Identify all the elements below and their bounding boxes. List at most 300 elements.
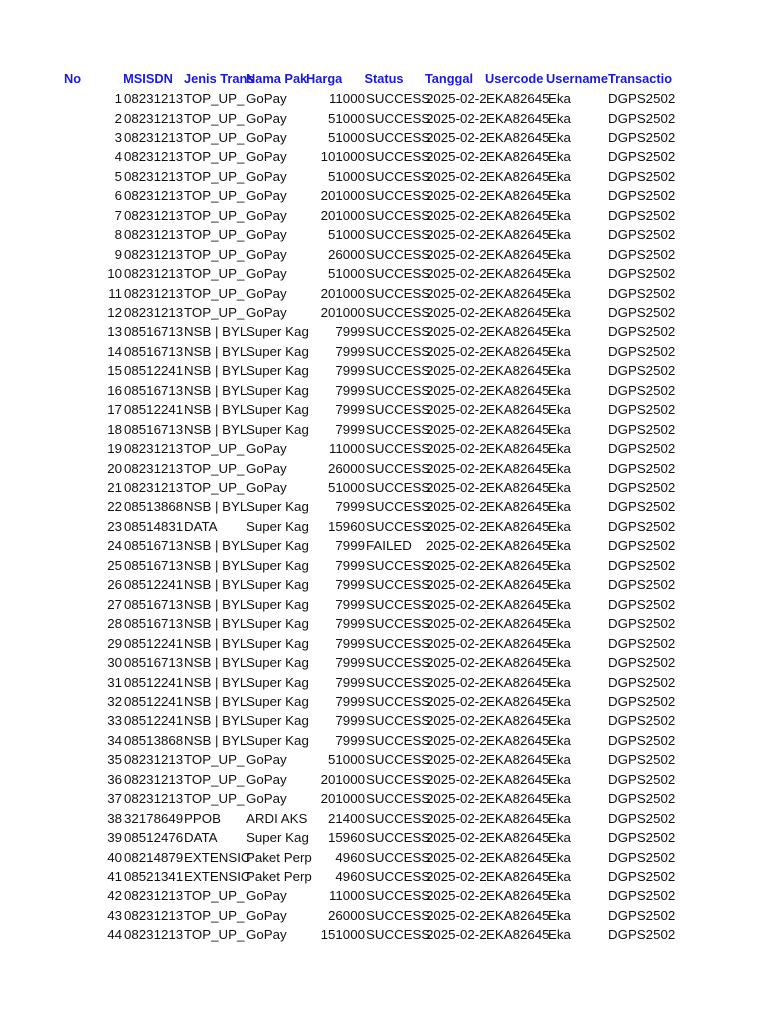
cell-username: Eka	[548, 674, 571, 690]
cell-transaction: DGPS2502	[608, 382, 676, 398]
cell-status: SUCCESS	[366, 577, 431, 593]
cell-transaction: DGPS2502	[608, 577, 676, 593]
cell-jenis-transaksi: TOP_UP_	[184, 91, 245, 106]
cell-status: SUCCESS	[366, 402, 431, 418]
cell-tanggal: 2025-02-2	[426, 674, 487, 690]
cell-status: SUCCESS	[366, 888, 431, 904]
cell-status: SUCCESS	[366, 363, 431, 379]
cell-nama-paket: ARDI AKS	[246, 810, 308, 826]
table-row	[0, 828, 768, 847]
table-row	[0, 886, 768, 905]
cell-tanggal: 2025-02-2	[426, 149, 487, 165]
cell-nama-paket: Super Kag	[246, 830, 309, 846]
cell-status: SUCCESS	[366, 304, 431, 320]
cell-nama-paket: Super Kag	[246, 674, 309, 690]
cell-status: SUCCESS	[366, 791, 431, 807]
cell-transaction: DGPS2502	[608, 460, 676, 476]
cell-tanggal: 2025-02-2	[426, 771, 487, 787]
cell-harga: 4960	[335, 849, 365, 865]
cell-status: SUCCESS	[366, 635, 431, 651]
cell-msisdn: 08231213	[124, 460, 184, 476]
cell-msisdn: 08231213	[124, 441, 184, 457]
header-nama-paket: Nama Pak	[246, 71, 308, 86]
cell-harga: 201000	[320, 188, 365, 204]
cell-username: Eka	[548, 460, 571, 476]
cell-usercode: EKA82645	[486, 752, 550, 768]
cell-nama-paket: GoPay	[246, 907, 287, 923]
cell-status: SUCCESS	[366, 771, 431, 787]
cell-no: 7	[114, 207, 122, 223]
cell-no: 2	[114, 110, 122, 126]
cell-tanggal: 2025-02-2	[426, 324, 487, 340]
cell-jenis-transaksi: TOP_UP_	[184, 927, 245, 943]
cell-status: SUCCESS	[366, 441, 431, 457]
cell-msisdn: 08231213	[124, 285, 184, 301]
cell-usercode: EKA82645	[486, 285, 550, 301]
cell-usercode: EKA82645	[486, 499, 550, 515]
cell-msisdn: 08231213	[124, 791, 184, 807]
cell-msisdn: 08512241	[124, 674, 184, 690]
cell-msisdn: 08231213	[124, 907, 184, 923]
cell-nama-paket: GoPay	[246, 771, 287, 787]
cell-no: 1	[114, 91, 122, 106]
cell-status: SUCCESS	[366, 655, 431, 670]
table-row	[0, 342, 768, 361]
cell-status: SUCCESS	[366, 129, 431, 145]
cell-status: SUCCESS	[366, 830, 431, 846]
cell-status: SUCCESS	[366, 421, 431, 437]
cell-jenis-transaksi: EXTENSIC	[184, 869, 251, 884]
cell-msisdn: 08512241	[124, 635, 184, 651]
cell-usercode: EKA82645	[486, 188, 550, 204]
cell-tanggal: 2025-02-2	[426, 266, 487, 281]
cell-nama-paket: GoPay	[246, 168, 287, 184]
cell-status: SUCCESS	[366, 227, 431, 243]
cell-username: Eka	[548, 421, 571, 437]
cell-status: SUCCESS	[366, 110, 431, 126]
cell-no: 22	[107, 499, 122, 515]
cell-no: 6	[114, 188, 122, 204]
cell-status: SUCCESS	[366, 382, 431, 398]
table-row	[0, 634, 768, 653]
table-row	[0, 459, 768, 478]
cell-harga: 7999	[335, 693, 365, 709]
cell-nama-paket: Super Kag	[246, 596, 309, 612]
cell-harga: 26000	[328, 246, 365, 262]
cell-msisdn: 08516713	[124, 655, 184, 670]
cell-transaction: DGPS2502	[608, 246, 676, 262]
cell-msisdn: 08516713	[124, 324, 184, 340]
cell-no: 25	[107, 557, 122, 573]
cell-usercode: EKA82645	[486, 693, 550, 709]
cell-transaction: DGPS2502	[608, 596, 676, 612]
cell-transaction: DGPS2502	[608, 324, 676, 340]
cell-jenis-transaksi: TOP_UP_	[184, 168, 245, 184]
cell-nama-paket: Super Kag	[246, 693, 309, 709]
cell-no: 5	[114, 168, 122, 184]
cell-usercode: EKA82645	[486, 577, 550, 593]
table-row	[0, 89, 768, 108]
cell-transaction: DGPS2502	[608, 91, 676, 106]
cell-nama-paket: GoPay	[246, 149, 287, 165]
cell-tanggal: 2025-02-2	[426, 129, 487, 145]
table-row	[0, 400, 768, 419]
cell-nama-paket: GoPay	[246, 188, 287, 204]
table-row	[0, 109, 768, 128]
cell-no: 41	[107, 869, 122, 884]
cell-msisdn: 08513868	[124, 732, 184, 748]
cell-jenis-transaksi: TOP_UP_	[184, 227, 245, 243]
cell-no: 16	[107, 382, 122, 398]
cell-tanggal: 2025-02-2	[426, 363, 487, 379]
cell-usercode: EKA82645	[486, 927, 550, 943]
cell-jenis-transaksi: TOP_UP_	[184, 188, 245, 204]
cell-no: 27	[107, 596, 122, 612]
cell-transaction: DGPS2502	[608, 304, 676, 320]
table-row	[0, 711, 768, 730]
cell-jenis-transaksi: NSB | BYL	[184, 343, 248, 359]
table-row	[0, 556, 768, 575]
cell-msisdn: 08231213	[124, 927, 184, 943]
cell-tanggal: 2025-02-2	[426, 499, 487, 515]
table-row	[0, 420, 768, 439]
cell-username: Eka	[548, 577, 571, 593]
cell-no: 26	[107, 577, 122, 593]
cell-harga: 26000	[328, 907, 365, 923]
cell-msisdn: 08512476	[124, 830, 184, 846]
cell-transaction: DGPS2502	[608, 616, 676, 632]
cell-usercode: EKA82645	[486, 538, 550, 554]
cell-usercode: EKA82645	[486, 557, 550, 573]
cell-harga: 7999	[335, 382, 365, 398]
cell-nama-paket: Super Kag	[246, 343, 309, 359]
cell-usercode: EKA82645	[486, 266, 550, 281]
cell-jenis-transaksi: NSB | BYL	[184, 713, 248, 729]
cell-no: 28	[107, 616, 122, 632]
cell-tanggal: 2025-02-2	[426, 91, 487, 106]
cell-no: 29	[107, 635, 122, 651]
cell-harga: 7999	[335, 674, 365, 690]
cell-harga: 15960	[328, 518, 365, 534]
cell-jenis-transaksi: PPOB	[184, 810, 221, 826]
cell-jenis-transaksi: TOP_UP_	[184, 441, 245, 457]
cell-usercode: EKA82645	[486, 460, 550, 476]
cell-harga: 51000	[328, 129, 365, 145]
cell-usercode: EKA82645	[486, 596, 550, 612]
cell-harga: 11000	[329, 91, 365, 106]
cell-harga: 21400	[328, 810, 365, 826]
cell-jenis-transaksi: TOP_UP_	[184, 304, 245, 320]
cell-status: SUCCESS	[366, 246, 431, 262]
cell-nama-paket: Super Kag	[246, 557, 309, 573]
cell-tanggal: 2025-02-2	[426, 557, 487, 573]
cell-transaction: DGPS2502	[608, 227, 676, 243]
cell-status: FAILED	[366, 538, 412, 554]
cell-username: Eka	[548, 343, 571, 359]
cell-nama-paket: Super Kag	[246, 382, 309, 398]
cell-status: SUCCESS	[366, 596, 431, 612]
cell-transaction: DGPS2502	[608, 188, 676, 204]
cell-no: 14	[107, 343, 122, 359]
cell-jenis-transaksi: NSB | BYL	[184, 732, 248, 748]
cell-harga: 7999	[335, 538, 365, 554]
cell-harga: 201000	[320, 285, 365, 301]
table-row	[0, 322, 768, 341]
cell-jenis-transaksi: NSB | BYL	[184, 557, 248, 573]
cell-nama-paket: Paket Perp	[246, 869, 312, 884]
cell-no: 19	[107, 441, 122, 457]
cell-transaction: DGPS2502	[608, 713, 676, 729]
cell-harga: 4960	[335, 869, 365, 884]
cell-usercode: EKA82645	[486, 480, 550, 495]
cell-username: Eka	[548, 304, 571, 320]
cell-harga: 7999	[335, 596, 365, 612]
cell-tanggal: 2025-02-2	[426, 168, 487, 184]
cell-msisdn: 08521341	[124, 869, 184, 884]
cell-harga: 7999	[335, 363, 365, 379]
cell-harga: 7999	[335, 421, 365, 437]
cell-tanggal: 2025-02-2	[426, 188, 487, 204]
header-username: Username	[546, 71, 608, 86]
cell-no: 39	[107, 830, 122, 846]
cell-nama-paket: GoPay	[246, 246, 287, 262]
cell-harga: 11000	[329, 441, 365, 457]
cell-msisdn: 08516713	[124, 538, 184, 554]
table-row	[0, 925, 768, 944]
cell-tanggal: 2025-02-2	[426, 830, 487, 846]
cell-msisdn: 08516713	[124, 343, 184, 359]
cell-no: 40	[107, 849, 122, 865]
cell-username: Eka	[548, 810, 571, 826]
cell-status: SUCCESS	[366, 91, 431, 106]
cell-transaction: DGPS2502	[608, 518, 676, 534]
cell-no: 10	[107, 266, 122, 281]
table-row	[0, 653, 768, 672]
cell-msisdn: 08512241	[124, 693, 184, 709]
cell-jenis-transaksi: NSB | BYL	[184, 499, 248, 515]
cell-nama-paket: Super Kag	[246, 732, 309, 748]
cell-usercode: EKA82645	[486, 324, 550, 340]
cell-username: Eka	[548, 732, 571, 748]
table-row	[0, 128, 768, 147]
table-row	[0, 225, 768, 244]
cell-harga: 101000	[320, 149, 365, 165]
cell-harga: 201000	[320, 304, 365, 320]
table-row	[0, 750, 768, 769]
cell-username: Eka	[548, 771, 571, 787]
cell-tanggal: 2025-02-2	[426, 518, 487, 534]
cell-no: 3	[114, 129, 122, 145]
cell-nama-paket: GoPay	[246, 441, 287, 457]
cell-no: 37	[107, 791, 122, 807]
cell-transaction: DGPS2502	[608, 149, 676, 165]
table-row	[0, 692, 768, 711]
cell-msisdn: 08231213	[124, 149, 184, 165]
cell-jenis-transaksi: NSB | BYL	[184, 382, 248, 398]
table-row	[0, 517, 768, 536]
cell-usercode: EKA82645	[486, 402, 550, 418]
cell-transaction: DGPS2502	[608, 421, 676, 437]
cell-jenis-transaksi: TOP_UP_	[184, 752, 245, 768]
cell-jenis-transaksi: NSB | BYL	[184, 402, 248, 418]
cell-harga: 26000	[328, 460, 365, 476]
cell-msisdn: 08231213	[124, 480, 184, 495]
header-status: Status	[364, 71, 404, 86]
cell-nama-paket: Super Kag	[246, 402, 309, 418]
cell-harga: 51000	[328, 227, 365, 243]
cell-tanggal: 2025-02-2	[426, 207, 487, 223]
table-row	[0, 575, 768, 594]
cell-msisdn: 08512241	[124, 577, 184, 593]
cell-username: Eka	[548, 538, 571, 554]
cell-username: Eka	[548, 499, 571, 515]
cell-status: SUCCESS	[366, 499, 431, 515]
cell-usercode: EKA82645	[486, 207, 550, 223]
cell-msisdn: 08214879	[124, 849, 184, 865]
cell-harga: 201000	[320, 207, 365, 223]
cell-transaction: DGPS2502	[608, 402, 676, 418]
cell-status: SUCCESS	[366, 907, 431, 923]
cell-tanggal: 2025-02-2	[426, 480, 487, 495]
cell-jenis-transaksi: DATA	[184, 830, 218, 846]
cell-transaction: DGPS2502	[608, 830, 676, 846]
cell-status: SUCCESS	[366, 752, 431, 768]
cell-transaction: DGPS2502	[608, 499, 676, 515]
cell-status: SUCCESS	[366, 810, 431, 826]
cell-tanggal: 2025-02-2	[426, 382, 487, 398]
cell-tanggal: 2025-02-2	[426, 596, 487, 612]
cell-no: 12	[107, 304, 122, 320]
cell-no: 9	[114, 246, 122, 262]
cell-msisdn: 08231213	[124, 246, 184, 262]
cell-username: Eka	[548, 363, 571, 379]
cell-msisdn: 08516713	[124, 596, 184, 612]
cell-usercode: EKA82645	[486, 168, 550, 184]
cell-username: Eka	[548, 655, 571, 670]
cell-tanggal: 2025-02-2	[426, 752, 487, 768]
cell-status: SUCCESS	[366, 188, 431, 204]
cell-nama-paket: GoPay	[246, 304, 287, 320]
cell-jenis-transaksi: TOP_UP_	[184, 771, 245, 787]
table-row	[0, 245, 768, 264]
cell-username: Eka	[548, 907, 571, 923]
cell-username: Eka	[548, 888, 571, 904]
cell-status: SUCCESS	[366, 732, 431, 748]
table-row	[0, 848, 768, 867]
cell-no: 18	[107, 421, 122, 437]
cell-username: Eka	[548, 110, 571, 126]
cell-harga: 201000	[320, 791, 365, 807]
cell-status: SUCCESS	[366, 285, 431, 301]
cell-usercode: EKA82645	[486, 363, 550, 379]
cell-status: SUCCESS	[366, 460, 431, 476]
cell-transaction: DGPS2502	[608, 888, 676, 904]
cell-transaction: DGPS2502	[608, 538, 676, 554]
cell-tanggal: 2025-02-2	[426, 635, 487, 651]
cell-msisdn: 08516713	[124, 421, 184, 437]
cell-harga: 7999	[335, 402, 365, 418]
cell-username: Eka	[548, 129, 571, 145]
cell-usercode: EKA82645	[486, 771, 550, 787]
cell-usercode: EKA82645	[486, 246, 550, 262]
cell-tanggal: 2025-02-2	[426, 655, 487, 670]
table-row	[0, 167, 768, 186]
header-no: No	[64, 71, 82, 86]
cell-msisdn: 08231213	[124, 266, 184, 281]
cell-jenis-transaksi: NSB | BYL	[184, 693, 248, 709]
cell-usercode: EKA82645	[486, 830, 550, 846]
cell-msisdn: 08513868	[124, 499, 184, 515]
cell-nama-paket: Super Kag	[246, 577, 309, 593]
cell-no: 4	[114, 149, 122, 165]
cell-usercode: EKA82645	[486, 674, 550, 690]
cell-nama-paket: Super Kag	[246, 518, 309, 534]
cell-tanggal: 2025-02-2	[426, 616, 487, 632]
cell-no: 42	[107, 888, 122, 904]
cell-jenis-transaksi: NSB | BYL	[184, 596, 248, 612]
cell-transaction: DGPS2502	[608, 849, 676, 865]
cell-msisdn: 32178649	[124, 810, 184, 826]
cell-msisdn: 08231213	[124, 207, 184, 223]
cell-usercode: EKA82645	[486, 421, 550, 437]
cell-no: 32	[107, 693, 122, 709]
cell-usercode: EKA82645	[486, 791, 550, 807]
cell-harga: 7999	[335, 655, 365, 670]
cell-transaction: DGPS2502	[608, 343, 676, 359]
cell-harga: 51000	[328, 480, 365, 495]
table-row	[0, 614, 768, 633]
cell-tanggal: 2025-02-2	[426, 810, 487, 826]
cell-username: Eka	[548, 168, 571, 184]
cell-harga: 7999	[335, 343, 365, 359]
cell-nama-paket: GoPay	[246, 888, 287, 904]
cell-jenis-transaksi: NSB | BYL	[184, 635, 248, 651]
cell-username: Eka	[548, 791, 571, 807]
table-row	[0, 186, 768, 205]
table-row	[0, 731, 768, 750]
cell-jenis-transaksi: TOP_UP_	[184, 907, 245, 923]
cell-usercode: EKA82645	[486, 907, 550, 923]
cell-tanggal: 2025-02-2	[426, 110, 487, 126]
cell-transaction: DGPS2502	[608, 752, 676, 768]
cell-jenis-transaksi: TOP_UP_	[184, 110, 245, 126]
cell-no: 11	[108, 285, 122, 301]
cell-status: SUCCESS	[366, 518, 431, 534]
cell-jenis-transaksi: NSB | BYL	[184, 655, 248, 670]
cell-jenis-transaksi: NSB | BYL	[184, 363, 248, 379]
table-row	[0, 867, 768, 886]
cell-msisdn: 08512241	[124, 363, 184, 379]
cell-harga: 7999	[335, 635, 365, 651]
cell-tanggal: 2025-02-2	[426, 538, 487, 554]
cell-username: Eka	[548, 266, 571, 281]
cell-tanggal: 2025-02-2	[426, 713, 487, 729]
cell-username: Eka	[548, 227, 571, 243]
cell-tanggal: 2025-02-2	[426, 227, 487, 243]
cell-status: SUCCESS	[366, 927, 431, 943]
cell-usercode: EKA82645	[486, 441, 550, 457]
cell-usercode: EKA82645	[486, 732, 550, 748]
cell-msisdn: 08512241	[124, 713, 184, 729]
header-jenis-transaksi: Jenis Trans	[184, 71, 255, 86]
cell-username: Eka	[548, 635, 571, 651]
table-row	[0, 206, 768, 225]
cell-nama-paket: Super Kag	[246, 363, 309, 379]
cell-transaction: DGPS2502	[608, 168, 676, 184]
cell-jenis-transaksi: EXTENSIC	[184, 849, 251, 865]
table-row	[0, 264, 768, 283]
cell-usercode: EKA82645	[486, 110, 550, 126]
